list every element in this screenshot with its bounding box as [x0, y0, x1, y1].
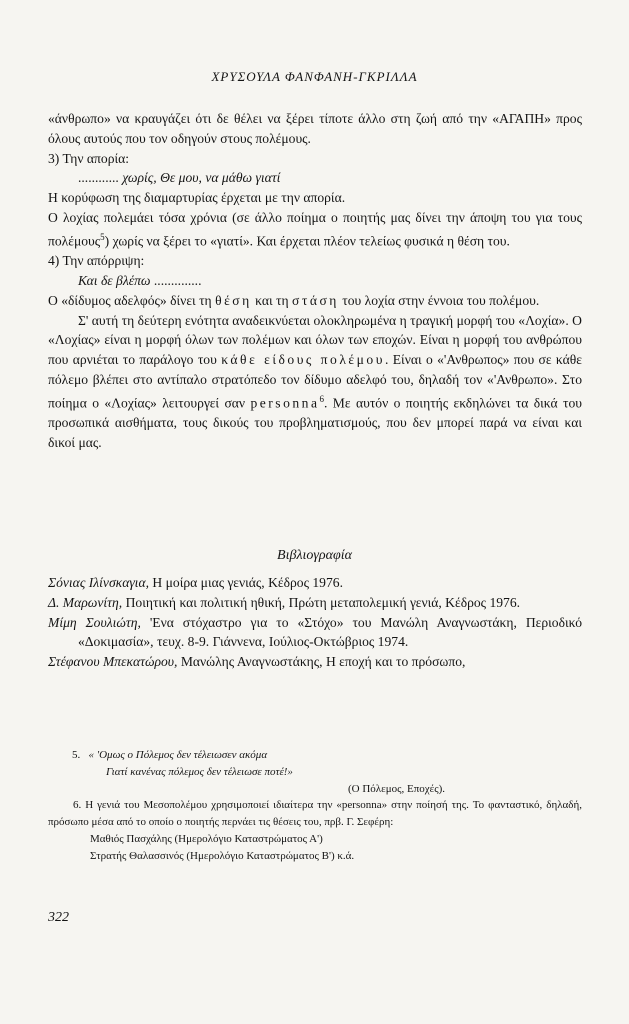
bib-author: Στέφανου Μπεκατώρου,	[48, 654, 178, 670]
spaced-word: personna	[250, 395, 320, 411]
bibliography-entry	[48, 652, 582, 672]
text-run: Σ' αυτή τη δεύτερη ενότητα αναδεικνύεται ολοκληρωμένα η τραγική μορφή του «Λοχία». Ο «Λοχίας» είναι η μορφή όλων των πολέμων και όλων των εποχών. Είναι η μορφή του ανθρώπου που αρνιέται το παράλογο του	[48, 312, 582, 368]
footnote-poem-line: Γιατί κανένας πόλεμος δεν τέλειωσε ποτέ!»	[106, 765, 293, 778]
body-text	[48, 109, 582, 453]
footnote-ref: 6	[319, 393, 325, 404]
footnote-example: Μαθιός Πασχάλης (Ημερολόγιο Καταστρώματος Α')	[90, 832, 323, 845]
running-head: ΧΡΥΣΟΥΛΑ ΦΑΝΦΑΝΗ-ΓΚΡΙΛΛΑ	[211, 69, 418, 84]
bib-text: Μανώλης Αναγνωστάκης, Η εποχή και το πρόσωπο,	[177, 654, 466, 670]
bibliography-entry	[48, 593, 582, 613]
page-number: 322	[48, 910, 69, 925]
ellipsis-dots: ..............	[153, 272, 202, 288]
poem-quote	[48, 271, 582, 291]
bibliography-entry	[48, 613, 582, 653]
text-run: . Είναι ο «'Ανθρωπος» που σε κάθε πόλεμο βλέπει στο αντίπαλο στρατόπεδο τον δίδυμο αδελφό του, δηλαδή τον «'Ανθρωπο». Στο ποίημα ο «Λοχίας» λειτουργεί σαν	[48, 352, 582, 411]
footnote-ref: 5	[100, 231, 105, 242]
text-run: Ο λοχίας πολεμάει τόσα χρόνια (σε άλλο ποίημα ο ποιητής μας δίνει την άποψη του για τους πολέμους	[48, 209, 582, 249]
text-run: του λοχία στην έννοια του πολέμου.	[338, 292, 540, 308]
footnotes	[48, 747, 582, 865]
quote-text: Και δε βλέπω	[78, 272, 151, 288]
bibliography-list	[48, 573, 582, 672]
footnote-5	[48, 747, 582, 764]
ellipsis-dots: ............	[78, 170, 119, 186]
spaced-word: στάση	[292, 292, 339, 308]
footnote-example: Στρατής Θαλασσινός (Ημερολόγιο Καταστρώματος Β') κ.ά.	[90, 849, 355, 862]
bib-text: Η μοίρα μιας γενιάς, Κέδρος 1976.	[149, 575, 343, 590]
text-run: Ο «δίδυμος αδελφός» δίνει τη	[48, 292, 216, 308]
paragraph	[48, 311, 582, 453]
spaced-word: κάθε είδους πολέμου	[221, 352, 385, 368]
bib-author: Σόνιας Ιλίνσκαγια,	[48, 575, 149, 590]
text-run: . Με αυτόν ο ποιητής εκδηλώνει τα δικά του προσωπικά αισθήματα, τους δικούς του προβληματισμούς, που δεν μπορεί παρά να είναι και δικοί μας.	[48, 395, 582, 450]
paragraph: «άνθρωπο» να κραυγάζει ότι δε θέλει να ξέρει τίποτε άλλο στη ζωή από την «ΑΓΑΠΗ» προς όλους αυτούς που τον οδηγούν στους πολέμους.	[48, 111, 582, 146]
footnote-marker: 5.	[72, 749, 81, 761]
bibliography-entry	[48, 573, 582, 593]
list-item-label: 4) Την απόρριψη:	[48, 253, 145, 269]
poem-quote	[48, 168, 582, 188]
quote-text: χωρίς, Θε μου, να μάθω γιατί	[122, 170, 281, 186]
text-run: και τη	[251, 292, 293, 308]
bib-text: 'Ενα στόχαστρο για το «Στόχο» του Μανώλη Αναγνωστάκη, Περιοδικό «Δοκιμασία», τευχ. 8-9. Γιάννενα, Ιούλιος-Οκτώβριος 1974.	[78, 614, 583, 650]
footnote-6: 6. Η γενιά του Μεσοπολέμου χρησιμοποιεί ιδιαίτερα την «personna» στην ποίησή της. Το φανταστικό, δηλαδή, πρόσωπο μέσα από το οποίο ο ποιητής περνάει τις θέσεις του, πρβ. Γ. Σεφέρη:	[48, 799, 582, 829]
paragraph: Η κορύφωση της διαμαρτυρίας έρχεται με την απορία.	[48, 190, 346, 206]
footnote-poem-line: « 'Ομως ο Πόλεμος δεν τέλειωσεν ακόμα	[88, 749, 268, 761]
paragraph	[48, 208, 582, 251]
list-item-label: 3) Την απορία:	[48, 150, 130, 166]
bibliography-title: Βιβλιογραφία	[277, 548, 352, 563]
bib-author: Μίμη Σουλιώτη,	[48, 614, 141, 630]
text-run: ) χωρίς να ξέρει το «γιατί». Και έρχεται πλέον τελείως φυσικά η θέση του.	[104, 233, 510, 249]
footnote-source: (Ο Πόλεμος, Εποχές).	[348, 782, 446, 795]
paragraph	[48, 291, 582, 311]
spaced-word: θέση	[215, 292, 252, 308]
bib-text: Ποιητική και πολιτική ηθική, Πρώτη μεταπολεμική γενιά, Κέδρος 1976.	[122, 594, 521, 610]
bib-author: Δ. Μαρωνίτη,	[48, 594, 123, 610]
